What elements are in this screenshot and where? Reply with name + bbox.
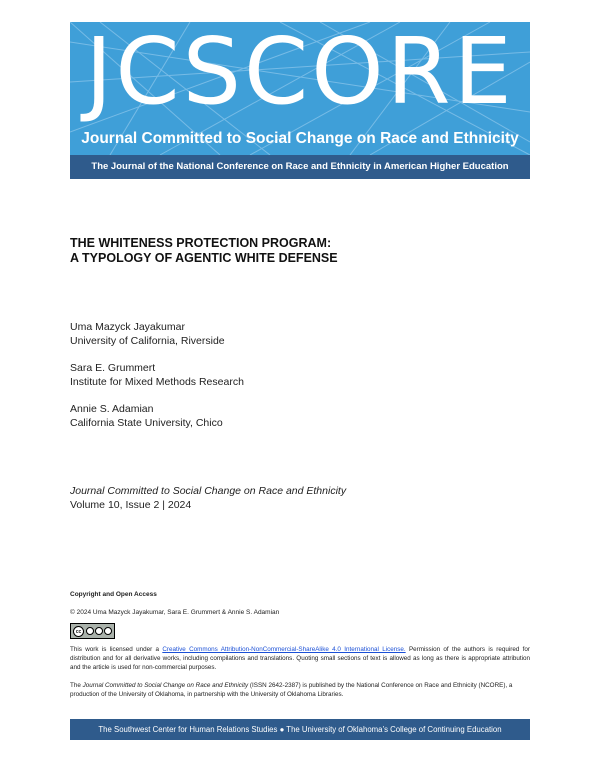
author-affiliation: University of California, Riverside xyxy=(70,335,225,347)
journal-banner xyxy=(70,22,530,179)
author-name: Annie S. Adamian xyxy=(70,403,154,415)
author-name: Uma Mazyck Jayakumar xyxy=(70,321,185,333)
journal-citation xyxy=(70,484,530,512)
title-line-1: THE WHITENESS PROTECTION PROGRAM: xyxy=(70,236,332,250)
author-block xyxy=(70,320,530,348)
cc-icon: cc xyxy=(73,626,84,637)
journal-tagline: Journal Committed to Social Change on Race and Ethnicity xyxy=(81,130,519,147)
sharealike-icon xyxy=(104,627,112,635)
attribution-icon xyxy=(86,627,94,635)
copyright-heading: Copyright and Open Access xyxy=(70,591,157,598)
author-affiliation: Institute for Mixed Methods Research xyxy=(70,376,244,388)
journal-logo-text: JCSCORE xyxy=(85,22,515,125)
noncommercial-icon xyxy=(95,627,103,635)
copyright-statement: © 2024 Uma Mazyck Jayakumar, Sara E. Grummert & Annie S. Adamian xyxy=(70,609,280,616)
title-line-2: A TYPOLOGY OF AGENTIC WHITE DEFENSE xyxy=(70,251,338,265)
author-affiliation: California State University, Chico xyxy=(70,417,223,429)
license-link[interactable]: Creative Commons Attribution-NonCommercial-ShareAlike 4.0 International License. xyxy=(162,646,406,653)
author-block xyxy=(70,361,530,389)
pubnote-pre: The xyxy=(70,682,83,689)
creative-commons-badge-icon[interactable] xyxy=(70,623,115,639)
footer-bar: The Southwest Center for Human Relations Studies ● The University of Oklahoma’s College of Continuing Education xyxy=(70,719,530,740)
license-paragraph xyxy=(70,645,530,672)
publication-note xyxy=(70,681,530,699)
article-title xyxy=(70,236,530,266)
author-block xyxy=(70,402,530,430)
pubnote-journal: Journal Committed to Social Change on Race and Ethnicity xyxy=(82,682,249,689)
journal-name: Journal Committed to Social Change on Race and Ethnicity xyxy=(70,485,347,497)
banner-subtitle-strip: The Journal of the National Conference on Race and Ethnicity in American Higher Education xyxy=(70,155,530,179)
journal-issue: Volume 10, Issue 2 | 2024 xyxy=(70,499,192,511)
license-text-post: Permission of the authors is required for distribution and for all derivative works, including compilations and translations. Quoting small sections of text is allowed as long as there is appropriate attribution and the article is used for non-commercial purposes. xyxy=(70,646,530,671)
pubnote-post: (ISSN 2642-2387) is published by the National Conference on Race and Ethnicity (NCORE), a production of the University of Oklahoma, in partnership with the University of Oklahoma Libraries. xyxy=(70,682,513,698)
author-name: Sara E. Grummert xyxy=(70,362,156,374)
license-text-pre: This work is licensed under a xyxy=(70,646,163,653)
